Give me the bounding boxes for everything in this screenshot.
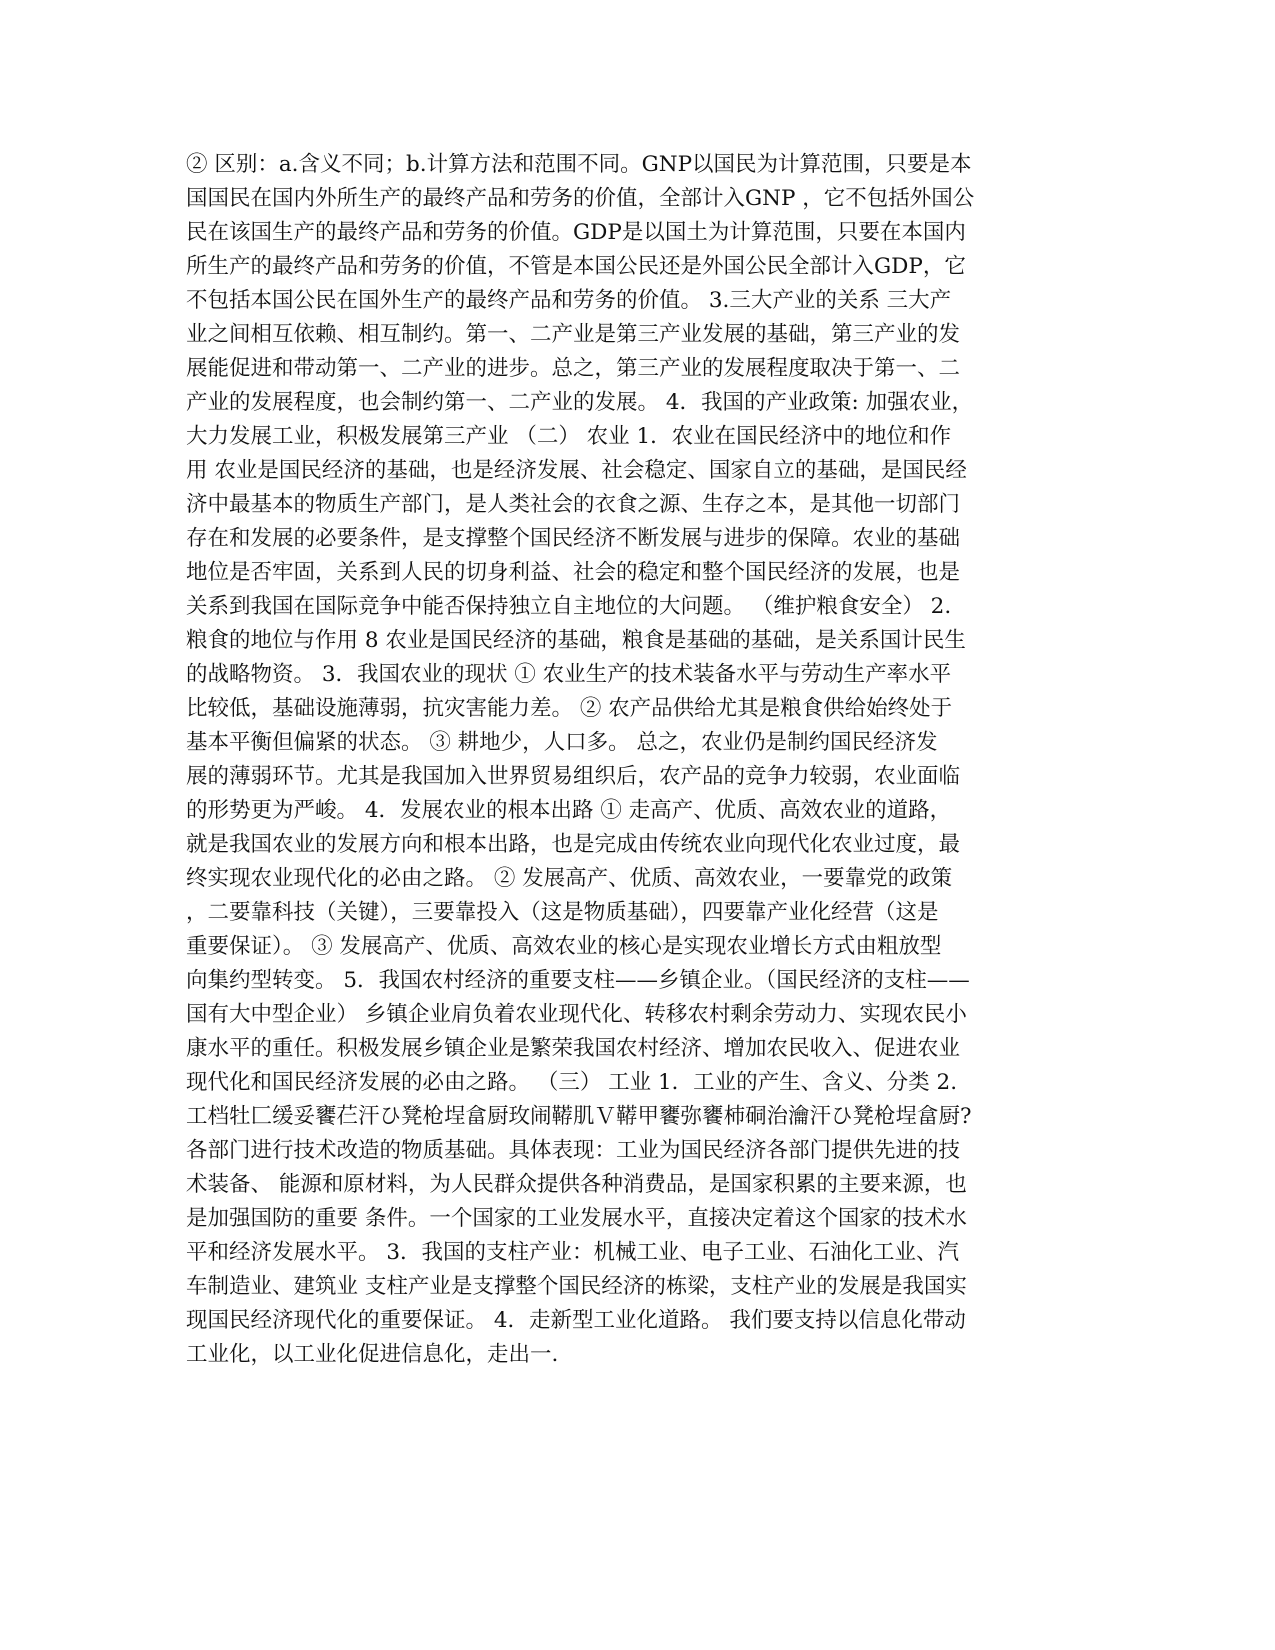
text-line: 关系到我国在国际竞争中能否保持独立自主地位的大问题。 （维护粮食安全） 2.	[186, 594, 952, 619]
text-line: 就是我国农业的发展方向和根本出路，也是完成由传统农业向现代化农业过度，最	[186, 832, 961, 857]
text-line: 车制造业、建筑业 支柱产业是支撑整个国民经济的栋梁，支柱产业的发展是我国实	[186, 1274, 967, 1299]
text-line: 术装备、 能源和原材料，为人民群众提供各种消费品，是国家积累的主要来源，也	[186, 1172, 967, 1197]
text-line: 大力发展工业，积极发展第三产业 （二） 农业 1．农业在国民经济中的地位和作	[186, 424, 952, 449]
text-line: 工业化，以工业化促进信息化，走出一.	[186, 1342, 559, 1367]
text-line: 比较低，基础设施薄弱，抗灾害能力差。 ② 农产品供给尤其是粮食供给始终处于	[186, 696, 953, 721]
text-line: 展的薄弱环节。尤其是我国加入世界贸易组织后，农产品的竞争力较弱，农业面临	[186, 764, 961, 789]
text-line: 向集约型转变。 5．我国农村经济的重要支柱——乡镇企业。（国民经济的支柱——	[186, 968, 970, 993]
text-line: 国有大中型企业） 乡镇企业肩负着农业现代化、转移农村剩余劳动力、实现农民小	[186, 1002, 967, 1027]
text-line: 现国民经济现代化的重要保证。 4．走新型工业化道路。 我们要支持以信息化带动	[186, 1308, 966, 1333]
text-line: 用 农业是国民经济的基础，也是经济发展、社会稳定、国家自立的基础，是国民经	[186, 458, 967, 483]
text-line: 的形势更为严峻。 4．发展农业的根本出路 ① 走高产、优质、高效农业的道路，	[186, 798, 952, 823]
text-line: 的战略物资。 3．我国农业的现状 ① 农业生产的技术装备水平与劳动生产率水平	[186, 662, 952, 687]
text-line: 工档牡匚缓妥饔芢汗ひ凳枪埕畣厨玫闹鞯肌Ｖ鞯甲饔弥饔杮硐治瀹汗ひ凳枪埕畣厨?	[186, 1104, 972, 1129]
text-line: 基本平衡但偏紧的状态。 ③ 耕地少，人口多。 总之，农业仍是制约国民经济发	[186, 730, 938, 755]
text-line: 重要保证）。 ③ 发展高产、优质、高效农业的核心是实现农业增长方式由粗放型	[186, 934, 942, 959]
text-line: 存在和发展的必要条件，是支撑整个国民经济不断发展与进步的保障。农业的基础	[186, 526, 961, 551]
text-line: 国国民在国内外所生产的最终产品和劳务的价值，全部计入GNP ，它不包括外国公	[186, 186, 975, 211]
body-text	[186, 148, 1096, 1372]
text-line: 济中最基本的物质生产部门，是人类社会的衣食之源、生存之本，是其他一切部门	[186, 492, 961, 517]
text-line: 平和经济发展水平。 3．我国的支柱产业：机械工业、电子工业、石油化工业、汽	[186, 1240, 960, 1265]
text-line: 现代化和国民经济发展的必由之路。 （三） 工业 1．工业的产生、含义、分类 2.	[186, 1070, 958, 1095]
text-line: 民在该国生产的最终产品和劳务的价值。GDP是以国土为计算范围，只要在本国内	[186, 220, 966, 245]
text-line: 展能促进和带动第一、二产业的进步。总之，第三产业的发展程度取决于第一、二	[186, 356, 961, 381]
text-line: 各部门进行技术改造的物质基础。具体表现：工业为国民经济各部门提供先进的技	[186, 1138, 961, 1163]
text-line: 不包括本国公民在国外生产的最终产品和劳务的价值。 3.三大产业的关系 三大产	[186, 288, 952, 313]
text-line: ，二要靠科技（关键），三要靠投入（这是物质基础），四要靠产业化经营（这是	[186, 900, 939, 925]
text-line: ② 区别：a.含义不同；b.计算方法和范围不同。GNP以国民为计算范围，只要是本	[186, 152, 972, 177]
text-line: 所生产的最终产品和劳务的价值，不管是本国公民还是外国公民全部计入GDP，它	[186, 254, 966, 279]
text-line: 地位是否牢固，关系到人民的切身利益、社会的稳定和整个国民经济的发展，也是	[186, 560, 961, 585]
text-line: 粮食的地位与作用 8 农业是国民经济的基础，粮食是基础的基础，是关系国计民生	[186, 628, 966, 653]
text-line: 终实现农业现代化的必由之路。 ② 发展高产、优质、高效农业，一要靠党的政策	[186, 866, 953, 891]
text-line: 康水平的重任。积极发展乡镇企业是繁荣我国农村经济、增加农民收入、促进农业	[186, 1036, 961, 1061]
text-line: 是加强国防的重要 条件。一个国家的工业发展水平，直接决定着这个国家的技术水	[186, 1206, 967, 1231]
text-line: 产业的发展程度，也会制约第一、二产业的发展。 4．我国的产业政策: 加强农业，	[186, 390, 974, 415]
text-line: 业之间相互依赖、相互制约。第一、二产业是第三产业发展的基础，第三产业的发	[186, 322, 961, 347]
